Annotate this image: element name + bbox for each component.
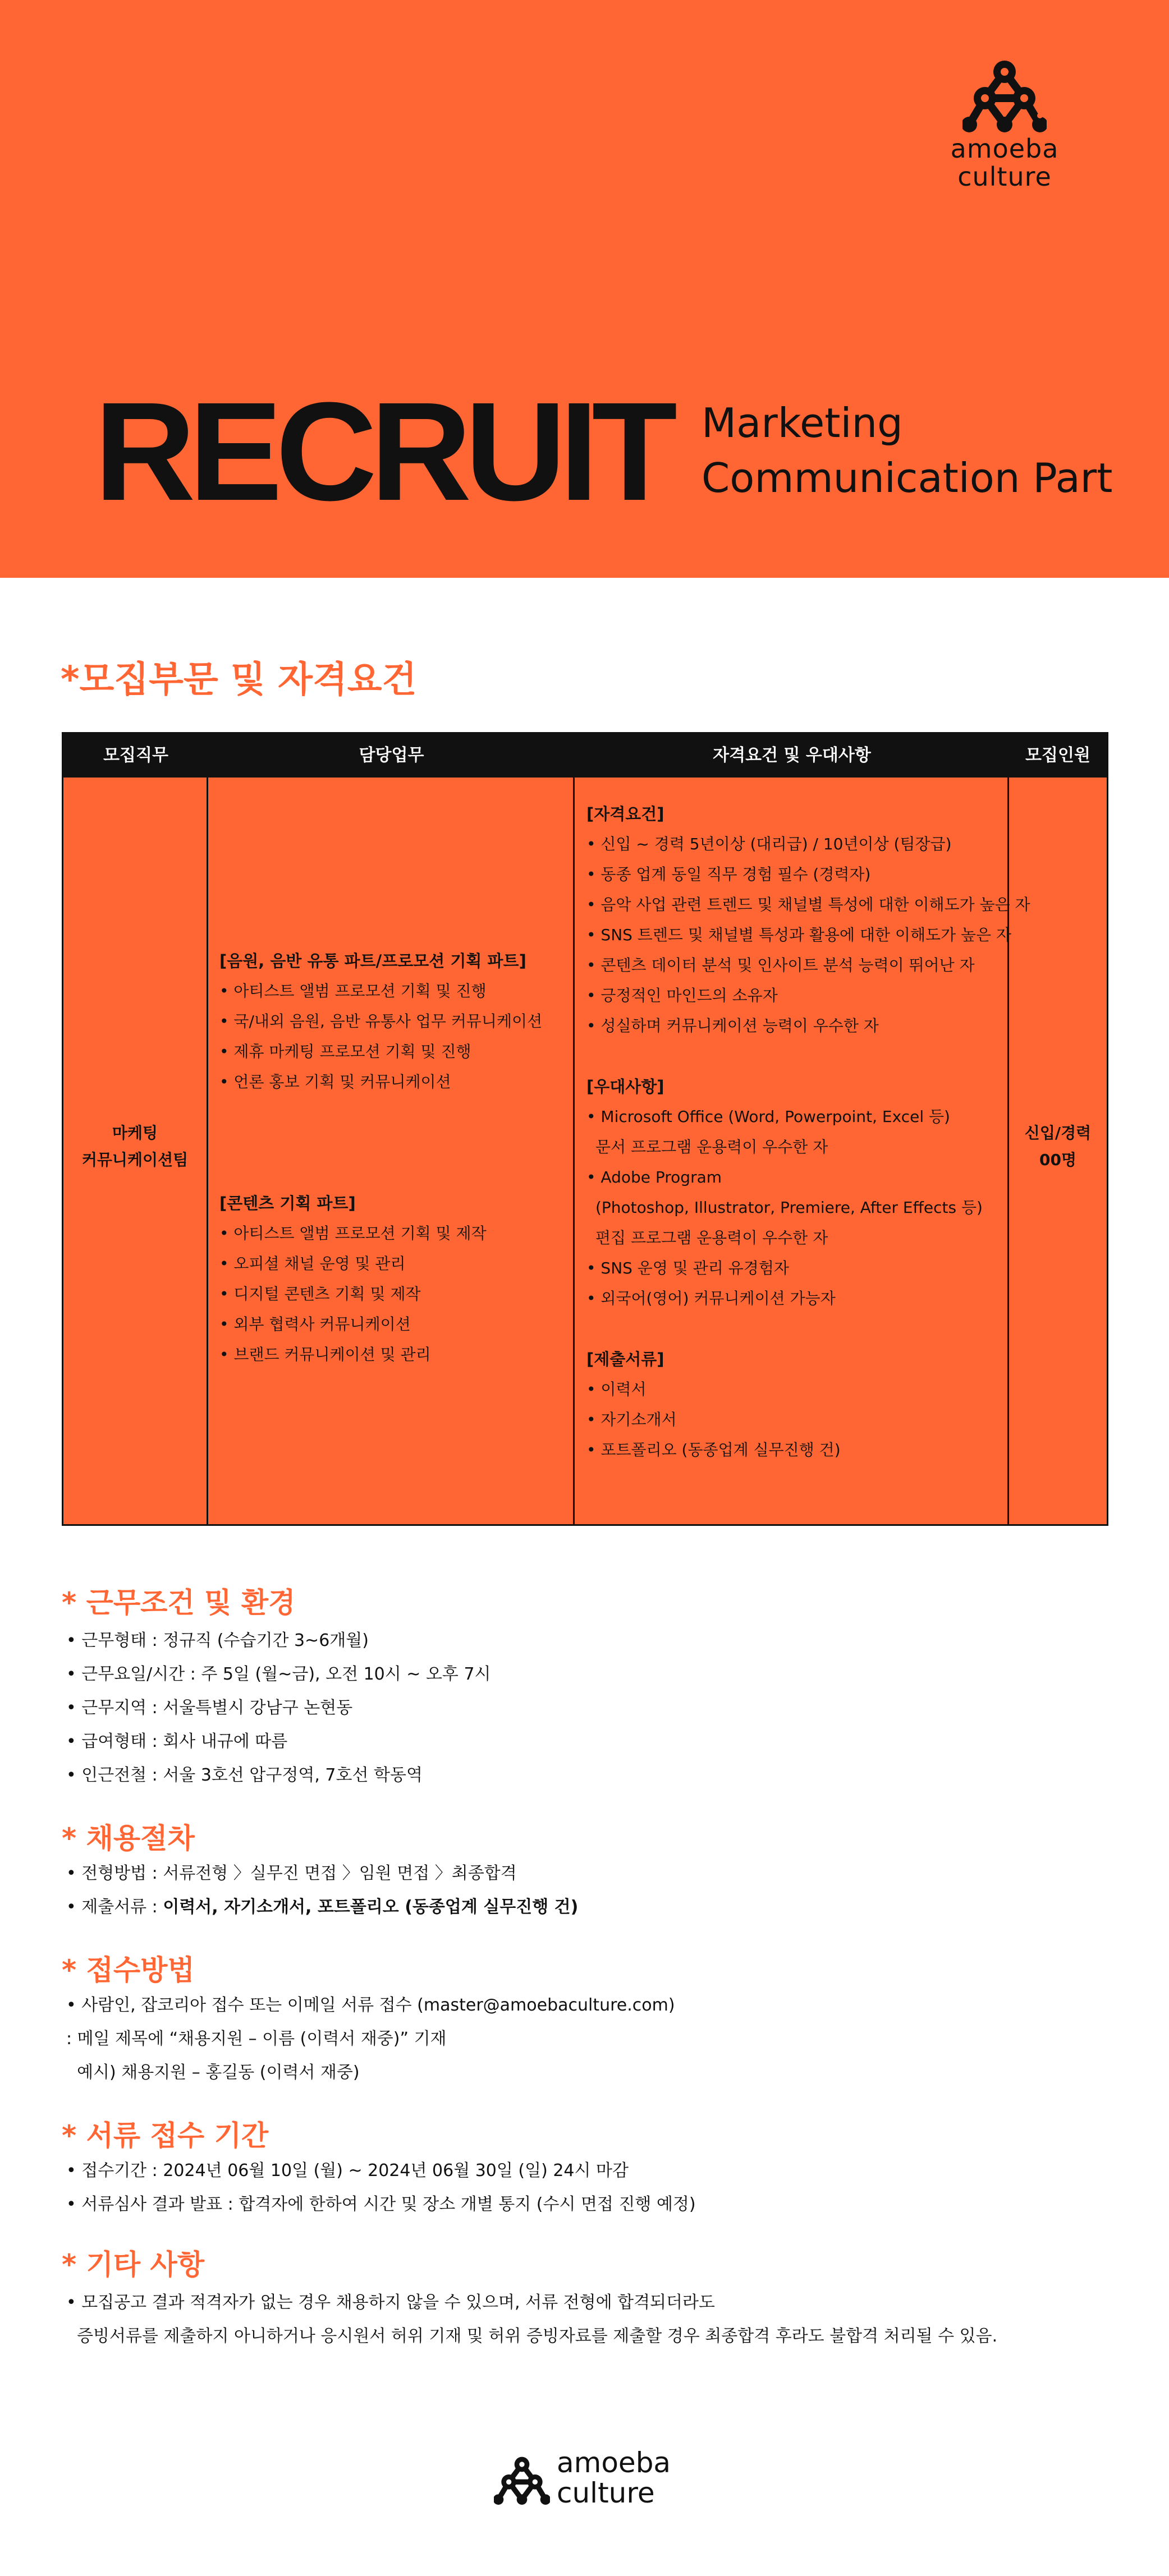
position-line2: 커뮤니케이션팀 (81, 1151, 189, 1169)
footer-wordmark-line2: culture (557, 2477, 655, 2509)
headcount-number: 00명 (1039, 1151, 1076, 1169)
logo-wordmark-line1: amoeba (950, 134, 1059, 164)
header-requirements: 자격요건 및 우대사항 (713, 746, 871, 765)
duties-group2-title: [콘텐츠 기획 파트] (219, 1194, 356, 1213)
cell-requirements (586, 799, 1030, 1465)
footer-logo[interactable] (494, 2443, 679, 2516)
list-item: • 근무지역 : 서울특별시 강남구 논현동 (66, 1698, 353, 1718)
amoeba-logo-icon (962, 56, 1047, 135)
table-row (63, 778, 1107, 1524)
list-item: • 서류심사 결과 발표 : 합격자에 한하여 시간 및 장소 개별 통지 (수시 면접 진행 예정) (66, 2195, 696, 2214)
list-item: • 브랜드 커뮤니케이션 및 관리 (219, 1345, 431, 1364)
header-headcount: 모집인원 (1025, 746, 1090, 765)
list-item: • SNS 트렌드 및 채널별 특성과 활용에 대한 이해도가 높은 자 (586, 926, 1012, 944)
list-item: • Microsoft Office (Word, Powerpoint, Excel 등) (586, 1107, 950, 1126)
list-item: (Photoshop, Illustrator, Premiere, After Effects 등) (595, 1198, 983, 1217)
footer-wordmark-line1: amoeba (557, 2446, 671, 2479)
amoeba-logo-icon (494, 2453, 550, 2507)
list-item: • SNS 운영 및 관리 유경험자 (586, 1259, 789, 1277)
list-item: • 인근전철 : 서울 3호선 압구정역, 7호선 학동역 (66, 1765, 423, 1785)
list-item: 편집 프로그램 운용력이 우수한 자 (595, 1229, 828, 1247)
list-item: • 포트폴리오 (동종업계 실무진행 건) (586, 1441, 841, 1459)
logo-wordmark-line2: culture (957, 162, 1052, 192)
headcount-type: 신입/경력 (1024, 1124, 1092, 1142)
list-item: • 아티스트 앨범 프로모션 기획 및 제작 (219, 1224, 487, 1243)
section-title-qualification: *모집부문 및 자격요건 (61, 659, 417, 701)
list-item: • Adobe Program (586, 1168, 722, 1186)
cell-headcount (1009, 1120, 1107, 1174)
list-item: • 음악 사업 관련 트렌드 및 채널별 특성에 대한 이해도가 높은 자 (586, 895, 1030, 914)
brand-logo[interactable] (948, 56, 1061, 196)
section-title-period: * 서류 접수 기간 (62, 2119, 269, 2152)
position-line1: 마케팅 (112, 1124, 158, 1142)
subtitle-line2: Communication Part (702, 454, 1113, 502)
list-item: : 메일 제목에 “채용지원 – 이름 (이력서 재중)” 기재 (66, 2029, 447, 2049)
list-item: • 근무형태 : 정규직 (수습기간 3~6개월) (66, 1631, 369, 1650)
page-subtitle (702, 395, 1113, 505)
list-item: • 언론 홍보 기획 및 커뮤니케이션 (219, 1073, 451, 1091)
list-item: • 성실하며 커뮤니케이션 능력이 우수한 자 (586, 1016, 879, 1035)
docs-value: 이력서, 자기소개서, 포트폴리오 (동종업계 실무진행 건) (163, 1897, 579, 1917)
list-item: • 근무요일/시간 : 주 5일 (월~금), 오전 10시 ~ 오후 7시 (66, 1664, 491, 1684)
column-divider (207, 778, 208, 1524)
page-title: RECRUIT (94, 373, 671, 530)
duties-group1-title: [음원, 음반 유통 파트/프로모션 기획 파트] (219, 951, 526, 970)
documents-title: [제출서류] (586, 1350, 664, 1369)
list-item: • 급여형태 : 회사 내규에 따름 (66, 1732, 288, 1751)
list-item: 증빙서류를 제출하지 아니하거나 응시원서 허위 기재 및 허위 증빙자료를 제출할 경우 최종합격 후라도 불합격 처리될 수 있음. (66, 2326, 998, 2346)
work-conditions-list (66, 1624, 491, 1792)
header-position: 모집직무 (103, 746, 168, 765)
list-item: • 아티스트 앨범 프로모션 기획 및 진행 (219, 982, 487, 1000)
list-item: • 디지털 콘텐츠 기획 및 제작 (219, 1285, 421, 1303)
preferences-title: [우대사항] (586, 1077, 664, 1096)
list-item: • 외국어(영어) 커뮤니케이션 가능자 (586, 1289, 836, 1308)
list-item: • 접수기간 : 2024년 06월 10일 (월) ~ 2024년 06월 30일 (일) 24시 마감 (66, 2161, 629, 2181)
list-item: • 신입 ~ 경력 5년이상 (대리급) / 10년이상 (팀장급) (586, 835, 952, 853)
recruit-table (62, 732, 1108, 1526)
list-item: 문서 프로그램 운용력이 우수한 자 (595, 1138, 828, 1156)
list-item: • 이력서 (586, 1380, 647, 1399)
section-title-etc: * 기타 사항 (62, 2248, 205, 2281)
list-item: • 사람인, 잡코리아 접수 또는 이메일 서류 접수 (master@amoebaculture.com) (66, 1995, 675, 2015)
column-divider (573, 778, 575, 1524)
list-item: • 자기소개서 (586, 1410, 677, 1429)
list-item: 예시) 채용지원 – 홍길동 (이력서 재중) (66, 2063, 360, 2082)
list-item: • 전형방법 : 서류전형 〉실무진 면접 〉임원 면접 〉최종합격 (66, 1864, 517, 1883)
header-duties: 담당업무 (359, 746, 424, 765)
cell-position (63, 1120, 207, 1174)
section-title-apply: * 접수방법 (62, 1954, 195, 1986)
list-item: • 모집공고 결과 적격자가 없는 경우 채용하지 않을 수 있으며, 서류 전형에 합격되더라도 (66, 2293, 715, 2312)
etc-list (66, 2286, 997, 2353)
subtitle-line1: Marketing (702, 399, 903, 447)
section-title-process: * 채용절차 (62, 1822, 195, 1855)
requirements-title: [자격요건] (586, 804, 664, 824)
list-item: • 외부 협력사 커뮤니케이션 (219, 1315, 411, 1333)
list-item: • 콘텐츠 데이터 분석 및 인사이트 분석 능력이 뛰어난 자 (586, 956, 975, 974)
list-item: • 동종 업계 동일 직무 경험 필수 (경력자) (586, 865, 871, 884)
table-header (63, 734, 1107, 778)
process-list (66, 1857, 578, 1924)
list-item: • 오피셜 채널 운영 및 관리 (219, 1254, 406, 1273)
section-title-work: * 근무조건 및 환경 (62, 1586, 296, 1619)
period-list (66, 2154, 696, 2221)
list-item: • 제휴 마케팅 프로모션 기획 및 진행 (219, 1042, 471, 1061)
hero-banner (0, 0, 1169, 578)
cell-duties (219, 946, 542, 1370)
apply-list (66, 1989, 675, 2090)
list-item: • 국/내외 음원, 음반 유통사 업무 커뮤니케이션 (219, 1012, 543, 1031)
list-item (66, 1890, 578, 1924)
docs-label: • 제출서류 : (66, 1897, 163, 1917)
list-item: • 긍정적인 마인드의 소유자 (586, 986, 778, 1005)
